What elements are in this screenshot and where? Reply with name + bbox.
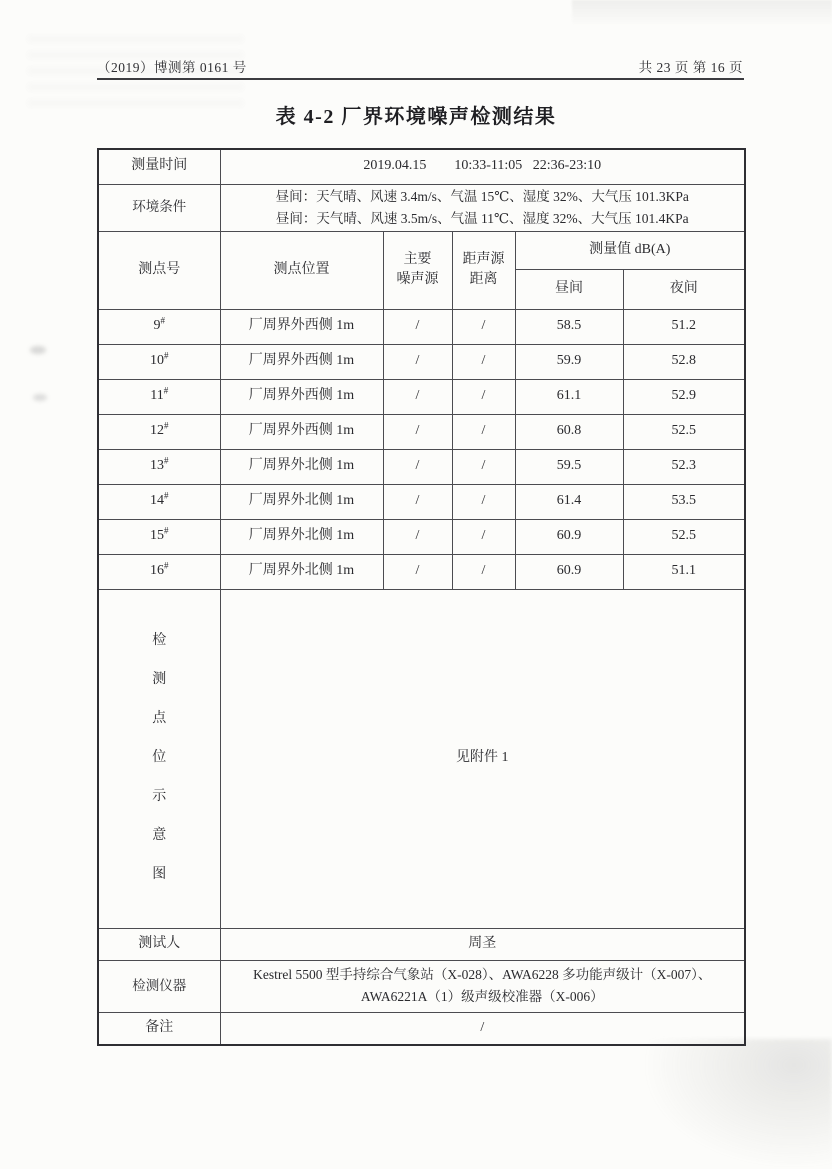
- sketch-label-cell: [98, 589, 220, 928]
- main-noise-source: /: [383, 344, 452, 379]
- sketch-label: [101, 590, 218, 928]
- day-value: 60.8: [515, 414, 623, 449]
- measure-time-row: [98, 149, 745, 184]
- header-rule: [97, 78, 744, 80]
- document-header: [97, 56, 743, 76]
- instruments-line1: Kestrel 5500 型手持综合气象站（X-028）、AWA6228 多功能声级计（X-007）、: [253, 966, 712, 982]
- page-indicator: 共 23 页 第 16 页: [638, 60, 743, 75]
- point-number: 15#: [98, 519, 220, 554]
- point-number-sup: #: [164, 455, 169, 466]
- sketch-label-char: 检: [152, 633, 167, 649]
- night-value: 52.5: [623, 519, 745, 554]
- env-condition-row: [98, 184, 745, 231]
- point-location: 厂周界外北侧 1m: [220, 449, 383, 484]
- sketch-row: [98, 589, 745, 928]
- table-row: [98, 309, 745, 344]
- sketch-content: 见附件 1: [220, 589, 745, 928]
- day-value: 60.9: [515, 519, 623, 554]
- main-noise-source: /: [383, 484, 452, 519]
- main-noise-source: /: [383, 309, 452, 344]
- tester-value: 周圣: [220, 928, 745, 960]
- sketch-label-char: 图: [152, 866, 167, 882]
- scan-smudge: [33, 394, 47, 401]
- point-location: 厂周界外西侧 1m: [220, 344, 383, 379]
- day-value: 61.4: [515, 484, 623, 519]
- tester-label: 测试人: [98, 928, 220, 960]
- scan-noise-artifact: [642, 1039, 832, 1169]
- point-location: 厂周界外北侧 1m: [220, 519, 383, 554]
- point-number-sup: #: [160, 315, 165, 326]
- main-noise-source: /: [383, 379, 452, 414]
- remark-row: [98, 1012, 745, 1045]
- sketch-label-char: 点: [152, 711, 167, 727]
- point-location: 厂周界外西侧 1m: [220, 309, 383, 344]
- point-location: 厂周界外西侧 1m: [220, 379, 383, 414]
- point-number-sup: #: [163, 385, 169, 396]
- sketch-label-char: 位: [152, 750, 167, 766]
- instruments-row: [98, 960, 745, 1012]
- table-title: 表 4-2 厂界环境噪声检测结果: [275, 106, 557, 128]
- point-location: 厂周界外西侧 1m: [220, 414, 383, 449]
- night-value: 53.5: [623, 484, 745, 519]
- header-main-noise-source: [383, 231, 452, 309]
- point-number-sup: #: [164, 560, 169, 571]
- day-value: 60.9: [515, 554, 623, 589]
- source-distance: /: [452, 309, 515, 344]
- table-row: [98, 449, 745, 484]
- header-day: 昼间: [515, 269, 623, 309]
- header-night: 夜间: [623, 269, 745, 309]
- scan-noise-artifact: [572, 0, 832, 26]
- point-number-sup: #: [164, 350, 169, 361]
- point-number: 16#: [98, 554, 220, 589]
- env-condition-night: 昼间：天气晴、风速 3.5m/s、气温 11℃、湿度 32%、大气压 101.4KPa: [275, 210, 689, 226]
- measure-time-value: 2019.04.15 10:33-11:05 22:36-23:10: [220, 149, 745, 184]
- env-condition-value: [220, 184, 745, 231]
- sketch-label-char: 测: [152, 672, 167, 688]
- column-header-row: [98, 231, 745, 269]
- point-number: 9#: [98, 309, 220, 344]
- scan-smudge: [30, 346, 46, 354]
- source-distance: /: [452, 449, 515, 484]
- noise-results-table: [97, 148, 746, 1046]
- table-row: [98, 414, 745, 449]
- header-source-distance: [452, 231, 515, 309]
- main-noise-source: /: [383, 449, 452, 484]
- night-value: 51.1: [623, 554, 745, 589]
- point-number: 10#: [98, 344, 220, 379]
- main-noise-source: /: [383, 554, 452, 589]
- instruments-label: 检测仪器: [98, 960, 220, 1012]
- night-value: 52.5: [623, 414, 745, 449]
- document-number: （2019）博测第 0161 号: [97, 60, 247, 75]
- point-number: 14#: [98, 484, 220, 519]
- table-row: [98, 379, 745, 414]
- night-value: 51.2: [623, 309, 745, 344]
- night-value: 52.9: [623, 379, 745, 414]
- header-point-number: 测点号: [98, 231, 220, 309]
- header-point-location: 测点位置: [220, 231, 383, 309]
- point-number-sup: #: [164, 420, 169, 431]
- source-distance: /: [452, 519, 515, 554]
- main-noise-source: /: [383, 414, 452, 449]
- night-value: 52.8: [623, 344, 745, 379]
- main-noise-source: /: [383, 519, 452, 554]
- table-row: [98, 344, 745, 379]
- header-main-noise-source-line1: 主要: [403, 251, 432, 267]
- sketch-label-char: 意: [152, 827, 167, 843]
- instruments-value: [220, 960, 745, 1012]
- instruments-line2: AWA6221A（1）级声级校准器（X-006）: [360, 989, 604, 1004]
- table-row: [98, 554, 745, 589]
- table-row: [98, 519, 745, 554]
- source-distance: /: [452, 344, 515, 379]
- day-value: 59.9: [515, 344, 623, 379]
- point-number: 13#: [98, 449, 220, 484]
- tester-row: [98, 928, 745, 960]
- point-location: 厂周界外北侧 1m: [220, 554, 383, 589]
- source-distance: /: [452, 379, 515, 414]
- sketch-label-char: 示: [152, 788, 167, 804]
- source-distance: /: [452, 554, 515, 589]
- source-distance: /: [452, 484, 515, 519]
- day-value: 59.5: [515, 449, 623, 484]
- remark-label: 备注: [98, 1012, 220, 1045]
- env-condition-day: 昼间：天气晴、风速 3.4m/s、气温 15℃、湿度 32%、大气压 101.3KPa: [275, 188, 689, 204]
- source-distance: /: [452, 414, 515, 449]
- night-value: 52.3: [623, 449, 745, 484]
- header-source-distance-line2: 距离: [469, 272, 498, 287]
- day-value: 58.5: [515, 309, 623, 344]
- point-number: 11#: [98, 379, 220, 414]
- table-row: [98, 484, 745, 519]
- header-measure-value: 测量值 dB(A): [515, 231, 745, 269]
- point-number-sup: #: [164, 525, 169, 536]
- header-main-noise-source-line2: 噪声源: [396, 272, 439, 287]
- day-value: 61.1: [515, 379, 623, 414]
- measure-time-label: 测量时间: [98, 149, 220, 184]
- point-number: 12#: [98, 414, 220, 449]
- env-condition-label: 环境条件: [98, 184, 220, 231]
- remark-value: /: [220, 1012, 745, 1045]
- header-source-distance-line1: 距声源: [462, 251, 505, 267]
- point-location: 厂周界外北侧 1m: [220, 484, 383, 519]
- point-number-sup: #: [164, 490, 169, 501]
